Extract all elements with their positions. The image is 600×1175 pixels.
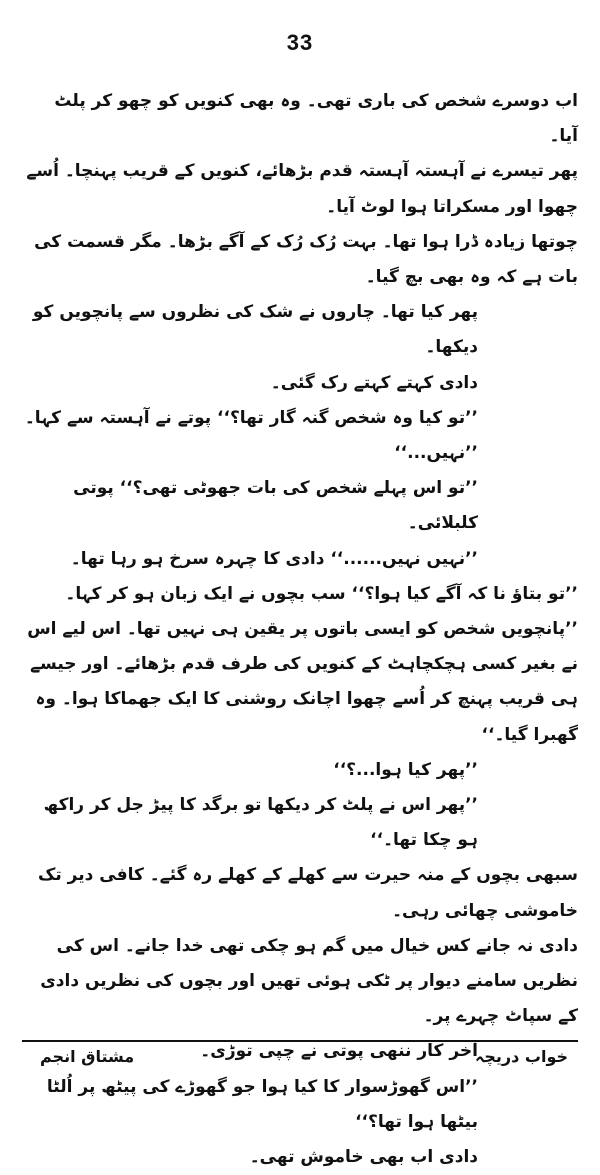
paragraph: آخر کار ننھی پوتی نے چپی توڑی۔: [200, 1041, 478, 1062]
paragraph: ’’تو بتاؤ نا کہ آگے کیا ہوا؟‘‘ سب بچوں نے ایک زبان ہو کر کہا۔: [65, 583, 578, 604]
paragraph: ’’نہیں نہیں......‘‘ دادی کا چہرہ سرخ ہو رہا تھا۔: [70, 548, 478, 569]
paragraph: پھر کیا تھا۔ چاروں نے شک کی نظروں سے پانچویں کو دیکھا۔: [32, 302, 478, 358]
paragraph: سبھی بچوں کے منہ حیرت سے کھلے کے کھلے رہ گئے۔ کافی دیر تک خاموشی چھائی رہی۔: [37, 865, 578, 921]
story-text: [22, 84, 578, 1175]
paragraph: دادی کہتے کہتے رک گئی۔: [270, 372, 478, 393]
paragraph: دادی اب بھی خاموش تھی۔: [249, 1147, 478, 1168]
paragraph: پھر تیسرے نے آہستہ آہستہ قدم بڑھائے، کنویں کے قریب پہنچا۔ اُسے چھوا اور مسکراتا ہوا لوٹ آیا۔: [26, 161, 578, 217]
page-number: 33: [286, 30, 314, 55]
paragraph: ’’پھر کیا ہوا...؟‘‘: [333, 759, 478, 780]
book-title: خواب دریچہ: [474, 1047, 568, 1066]
paragraph: چوتھا زیادہ ڈرا ہوا تھا۔ بہت رُک رُک کے آگے بڑھا۔ مگر قسمت کی بات ہے کہ وہ بھی بچ گیا۔: [34, 231, 578, 288]
paragraph: اب دوسرے شخص کی باری تھی۔ وہ بھی کنویں کو چھو کر پلٹ آیا۔: [54, 91, 578, 147]
paragraph: ’’تو کیا وہ شخص گنہ گار تھا؟‘‘ پوتے نے آہستہ سے کہا۔: [24, 407, 478, 428]
paragraph: ’’تو اس پہلے شخص کی بات جھوٹی تھی؟‘‘ پوتی کلبلائی۔: [73, 478, 478, 534]
paragraph: ’’پانچویں شخص کو ایسی باتوں پر یقین ہی نہیں تھا۔ اس لیے اس نے بغیر کسی ہچکچاہٹ کے کنویں کی طرف قدم بڑھائے۔ اور جیسے ہی قریب پہنچ کر اُسے چھوا اچانک روشنی کا ایک جھماکا ہوا۔ وہ گھبرا گیا۔‘‘: [27, 619, 578, 745]
author-name: مشتاق انجم: [40, 1047, 135, 1066]
footer-divider: [22, 1040, 578, 1042]
paragraph: دادی نہ جانے کس خیال میں گم ہو چکی تھی خدا جانے۔ اس کی نظریں سامنے دیوار پر ٹکی ہوئی تھیں اور بچوں کی نظریں دادی کے سپاٹ چہرے پر۔: [40, 935, 578, 1027]
paragraph: ’’پھر اس نے پلٹ کر دیکھا تو برگد کا پیڑ جل کر راکھ ہو چکا تھا۔‘‘: [43, 795, 478, 851]
paragraph: ’’اس گھوڑسوار کا کیا ہوا جو گھوڑے کی پیٹھ پر اُلٹا بیٹھا ہوا تھا؟‘‘: [46, 1076, 478, 1132]
paragraph: ’’نہیں...‘‘: [394, 443, 478, 464]
